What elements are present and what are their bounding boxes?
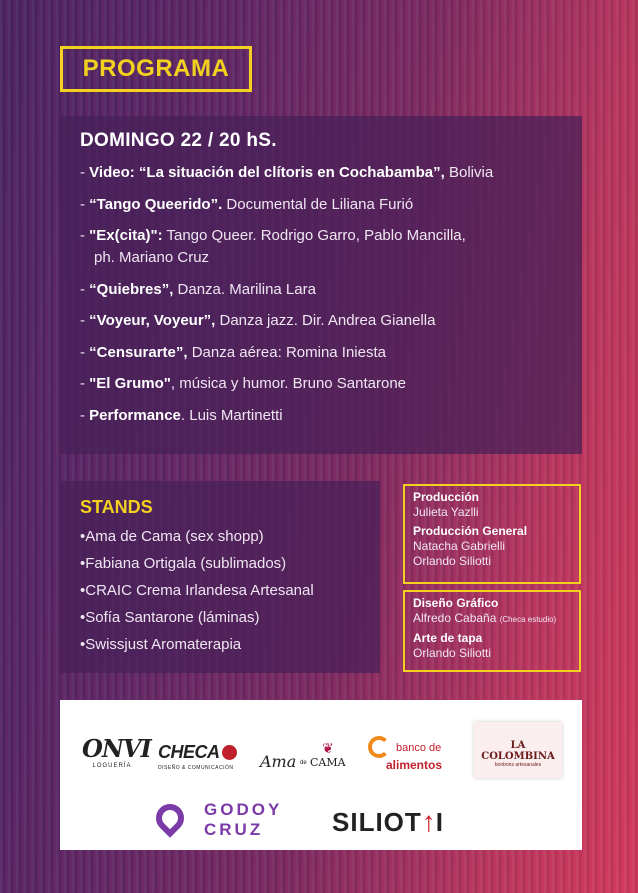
credit-role: Producción General	[413, 524, 528, 538]
godoy-cruz-logo: GODOY CRUZ	[156, 800, 316, 844]
stand-item: •Fabiana Ortigala (sublimados)	[80, 555, 287, 572]
program-item: - Performance. Luis Martinetti	[80, 406, 283, 424]
programa-label: PROGRAMA	[60, 46, 252, 92]
credit-name: Orlando Siliotti	[413, 646, 492, 660]
production-credits-box	[403, 484, 581, 584]
stand-item: •Sofía Santarone (láminas)	[80, 609, 260, 626]
checa-chevron-icon	[222, 745, 237, 760]
amadecama-logo: ❦ Ama de CAMA	[260, 740, 346, 771]
la-colombina-logo: LA COLOMBINA bonbons artesanales	[474, 722, 562, 778]
program-date-title: DOMINGO 22 / 20 hS.	[80, 130, 277, 151]
program-panel	[60, 116, 582, 454]
credit-role: Arte de tapa	[413, 631, 483, 645]
program-item: - "Ex(cita)": Tango Queer. Rodrigo Garro, Pablo Mancilla, ph. Mariano Cruz	[80, 227, 466, 266]
design-credits-box	[403, 590, 581, 672]
credit-role: Producción	[413, 490, 480, 504]
program-item: - “Tango Queerido”. Documental de Liliana Furió	[80, 195, 414, 213]
stand-item: •Ama de Cama (sex shopp)	[80, 528, 264, 545]
checa-logo: CHECA DISEÑO & COMUNICACIÓN	[158, 742, 248, 771]
stands-title: STANDS	[80, 497, 153, 517]
amadecama-flourish-icon: ❦	[322, 740, 334, 756]
stand-item: •CRAIC Crema Irlandesa Artesanal	[80, 582, 314, 599]
program-item: - “Quiebres”, Danza. Marilina Lara	[80, 280, 316, 298]
sponsors-panel	[60, 700, 582, 850]
stands-panel	[60, 481, 380, 673]
banco-alimentos-logo: banco de alimentos	[368, 732, 464, 776]
credit-name: Natacha Gabrielli	[413, 539, 506, 553]
location-pin-icon	[150, 798, 190, 838]
banco-swirl-icon	[368, 736, 390, 758]
credit-role: Diseño Gráfico	[413, 596, 499, 610]
credit-name: Alfredo Cabaña (Checa estudio)	[413, 611, 557, 625]
credit-name: Orlando Siliotti	[413, 554, 492, 568]
siliotti-logo: SILIOT ↑ I	[332, 806, 444, 837]
credit-name: Julieta Yazlli	[413, 505, 479, 519]
red-arrow-icon: ↑	[421, 806, 436, 837]
program-list	[80, 162, 562, 427]
stands-list	[80, 523, 360, 658]
program-item: - “Voyeur, Voyeur”, Danza jazz. Dir. Andrea Gianella	[80, 312, 436, 329]
onvi-logo: ONVI LOGUERÍA	[82, 734, 151, 769]
program-item: - “Censurarte”, Danza aérea: Romina Iniesta	[80, 343, 386, 361]
program-item: - Video: “La situación del clítoris en Cochabamba”, Bolivia	[80, 164, 494, 181]
program-item: - "El Grumo", música y humor. Bruno Santarone	[80, 375, 407, 392]
stand-item: •Swissjust Aromaterapia	[80, 636, 242, 653]
